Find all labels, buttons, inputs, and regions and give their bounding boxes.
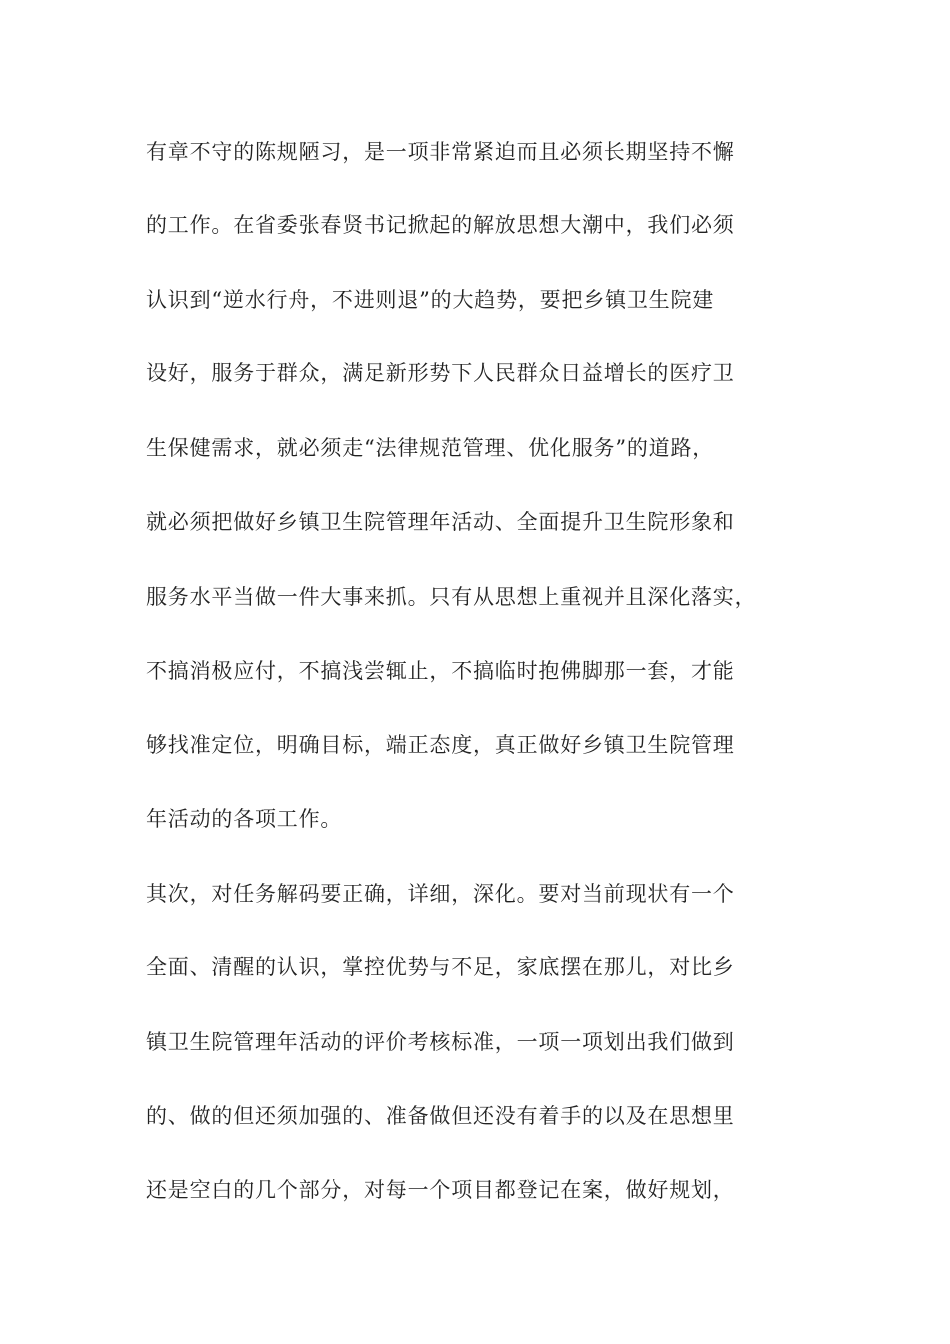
text-line: 认识到“逆水行舟，不进则退”的大趋势，要把乡镇卫生院建: [146, 288, 715, 312]
text-line: 的工作。在省委张春贤书记掀起的解放思想大潮中，我们必须: [146, 213, 735, 237]
text-line: 不搞消极应付，不搞浅尝辄止，不搞临时抱佛脚那一套，才能: [146, 659, 735, 683]
text-line: 设好，服务于群众，满足新形势下人民群众日益增长的医疗卫: [146, 361, 735, 385]
text-line: 的、做的但还须加强的、准备做但还没有着手的以及在思想里: [146, 1104, 735, 1128]
text-line: 够找准定位，明确目标，端正态度，真正做好乡镇卫生院管理: [146, 733, 735, 757]
text-line: 就必须把做好乡镇卫生院管理年活动、全面提升卫生院形象和: [146, 510, 735, 534]
text-line: 镇卫生院管理年活动的评价考核标准，一项一项划出我们做到: [146, 1030, 735, 1054]
text-line: 生保健需求，就必须走“法律规范管理、优化服务”的道路，: [146, 436, 715, 460]
text-line: 全面、清醒的认识，掌控优势与不足，家底摆在那儿，对比乡: [146, 955, 735, 979]
text-line: 还是空白的几个部分，对每一个项目都登记在案，做好规划，: [146, 1178, 735, 1202]
text-line: 有章不守的陈规陋习，是一项非常紧迫而且必须长期坚持不懈: [146, 140, 735, 164]
text-line: 服务水平当做一件大事来抓。只有从思想上重视并且深化落实，: [146, 585, 757, 609]
text-line: 其次，对任务解码要正确，详细，深化。要对当前现状有一个: [146, 882, 735, 906]
text-line: 年活动的各项工作。: [146, 807, 343, 831]
